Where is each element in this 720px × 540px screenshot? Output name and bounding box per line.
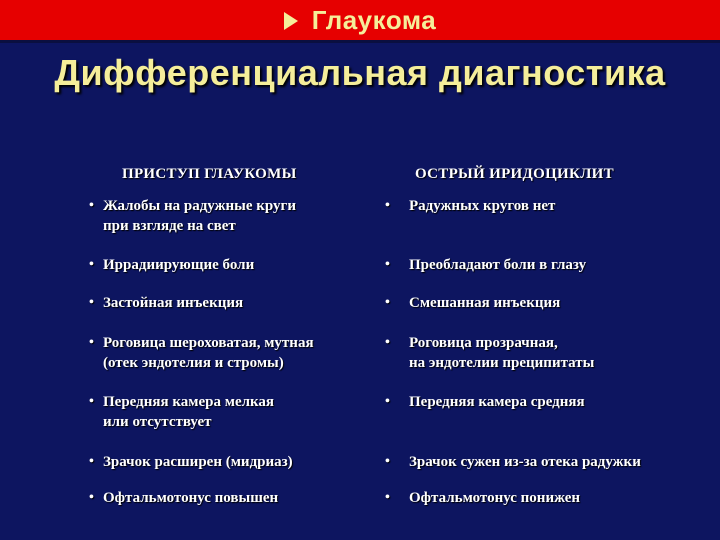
bullet-icon: •: [89, 295, 94, 310]
top-bar: [0, 0, 720, 43]
item-line: Офтальмотонус повышен: [103, 490, 279, 506]
bullet-icon: •: [385, 394, 390, 409]
right-item-injection: [385, 293, 560, 313]
item-line: Зрачок расширен (мидриаз): [103, 454, 293, 470]
item-line: при взгляде на свет: [103, 218, 236, 234]
bullet-icon: •: [89, 394, 94, 409]
slide-title: Дифференциальная диагностика: [54, 52, 666, 93]
bullet-icon: •: [385, 295, 390, 310]
left-column-header: ПРИСТУП ГЛАУКОМЫ: [122, 166, 297, 182]
item-line: Смешанная инъекция: [409, 295, 561, 311]
right-item-pain: [385, 255, 586, 275]
bullet-icon: •: [385, 257, 390, 272]
item-line: Роговица шероховатая, мутная: [103, 335, 314, 351]
bullet-icon: •: [385, 198, 390, 213]
left-item-pain: [89, 255, 254, 275]
item-line: на эндотелии преципитаты: [409, 355, 595, 371]
bullet-icon: •: [89, 198, 94, 213]
item-line: Застойная инъекция: [103, 295, 244, 311]
right-item-chamber: [385, 392, 585, 412]
right-column-header: ОСТРЫЙ ИРИДОЦИКЛИТ: [415, 166, 614, 182]
left-item-chamber: [89, 392, 274, 432]
bullet-icon: •: [89, 454, 94, 469]
section-title: Глаукома: [311, 4, 437, 35]
left-item-injection: [89, 293, 243, 313]
item-line: Передняя камера средняя: [409, 394, 585, 410]
item-line: Иррадиирующие боли: [103, 257, 255, 273]
bullet-icon: •: [385, 335, 390, 350]
item-line: (отек эндотелия и стромы): [103, 355, 284, 371]
right-item-pupil: [385, 452, 641, 472]
item-line: Жалобы на радужные круги: [103, 198, 296, 214]
item-line: Радужных кругов нет: [409, 198, 556, 214]
item-line: Преобладают боли в глазу: [409, 257, 587, 273]
arrow-bullet-icon: [284, 12, 298, 30]
left-item-complaints: [89, 196, 296, 236]
item-line: Офтальмотонус понижен: [409, 490, 581, 506]
item-line: Зрачок сужен из-за отека радужки: [409, 454, 641, 470]
bullet-icon: •: [89, 257, 94, 272]
right-item-no-circles: [385, 196, 555, 216]
left-item-pressure: [89, 488, 278, 508]
bullet-icon: •: [385, 454, 390, 469]
bullet-icon: •: [89, 490, 94, 505]
item-line: Роговица прозрачная,: [409, 335, 558, 351]
bullet-icon: •: [385, 490, 390, 505]
right-item-pressure: [385, 488, 580, 508]
right-item-cornea: [385, 333, 594, 373]
left-item-cornea: [89, 333, 314, 373]
item-line: Передняя камера мелкая: [103, 394, 275, 410]
item-line: или отсутствует: [103, 414, 212, 430]
bullet-icon: •: [89, 335, 94, 350]
left-item-pupil: [89, 452, 293, 472]
